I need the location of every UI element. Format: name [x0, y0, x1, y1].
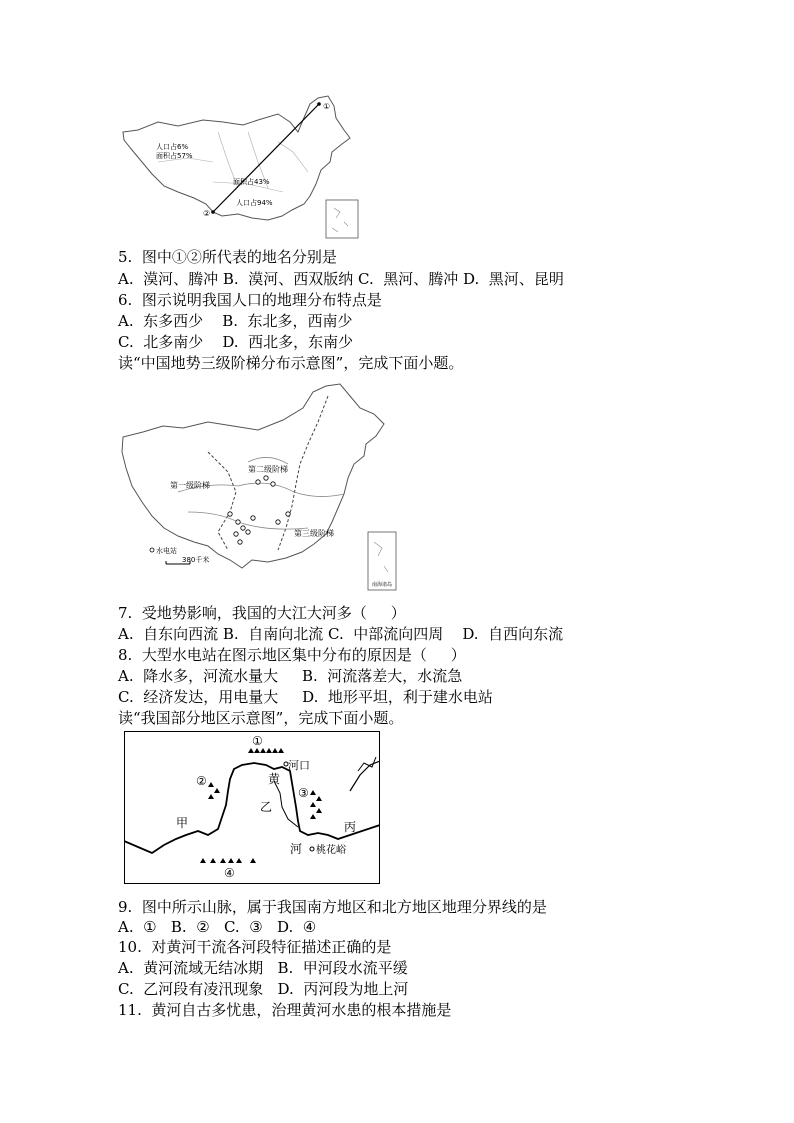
- q10-options-1: A. 黄河流域无结冰期 B. 甲河段水流平缓: [118, 959, 408, 977]
- label-step2: 第二级阶梯: [248, 465, 288, 474]
- q11-stem: 11. 黄河自古多忧患，治理黄河水患的根本措施是: [118, 1001, 452, 1019]
- yi-label: 乙: [260, 800, 273, 814]
- label-east-area: 面积占43%: [233, 178, 270, 186]
- q6-stem: 6. 图示说明我国人口的地理分布特点是: [118, 291, 382, 309]
- mountain-label-3: ③: [298, 786, 309, 800]
- marker-1: ①: [323, 102, 331, 111]
- legend-station-label: 水电站: [156, 547, 177, 555]
- marker-2: ②: [203, 209, 211, 218]
- terrain-steps-map: [118, 382, 398, 594]
- map2-intro: 读“中国地势三级阶梯分布示意图”，完成下面小题。: [118, 354, 464, 372]
- taohuayu-marker: [310, 847, 314, 851]
- taohuayu-label: 桃花峪: [316, 845, 346, 856]
- label-east-population: 人口占94%: [236, 199, 273, 207]
- mountain-label-2: ②: [196, 774, 207, 788]
- q7-options: A. 自东向西流 B. 自南向北流 C. 中部流向四周 D. 自西向东流: [118, 625, 564, 643]
- q8-options-2: C. 经济发达，用电量大 D. 地形平坦，利于建水电站: [118, 688, 493, 706]
- label-step3: 第三级阶梯: [294, 529, 334, 538]
- q9-stem: 9. 图中所示山脉，属于我国南方地区和北方地区地理分界线的是: [118, 898, 547, 916]
- huang-label: 黄: [268, 772, 281, 786]
- q7-stem: 7. 受地势影响，我国的大江大河多（ ）: [118, 604, 406, 622]
- label-west-area: 面积占57%: [156, 152, 193, 160]
- q8-stem: 8. 大型水电站在图示地区集中分布的原因是（ ）: [118, 646, 466, 664]
- map3-intro: 读“我国部分地区示意图”，完成下面小题。: [118, 709, 404, 727]
- mountain-label-1: ①: [252, 734, 263, 748]
- q10-options-2: C. 乙河段有凌汛现象 D. 丙河段为地上河: [118, 980, 409, 998]
- mountain-label-4: ④: [224, 866, 235, 880]
- population-map: [118, 92, 368, 242]
- q5-stem: 5. 图中①②所代表的地名分别是: [118, 248, 337, 266]
- q6-options-2: C. 北多南少 D. 西北多，东南少: [118, 333, 354, 351]
- q9-options: A. ① B. ② C. ③ D. ④: [118, 918, 317, 936]
- hekou-label: 河口: [288, 759, 310, 772]
- legend-station-symbol: [150, 548, 154, 552]
- label-west-population: 人口占6%: [156, 143, 189, 151]
- china-outline: [122, 384, 384, 568]
- bing-label: 丙: [344, 820, 357, 834]
- he-label: 河: [290, 842, 303, 856]
- scale-label: 380千米: [182, 556, 210, 564]
- q6-options-1: A. 东多西少 B. 东北多，西南少: [118, 312, 353, 330]
- yellow-river-map: [124, 731, 380, 884]
- south-sea-inset: [326, 200, 358, 238]
- q10-stem: 10. 对黄河干流各河段特征描述正确的是: [118, 938, 392, 956]
- jia-label: 甲: [176, 816, 189, 830]
- inset-label: 南海诸岛: [372, 582, 393, 588]
- label-step1: 第一级阶梯: [170, 481, 210, 490]
- q5-options: A. 漠河、腾冲 B. 漠河、西双版纳 C. 黑河、腾冲 D. 黑河、昆明: [118, 270, 564, 288]
- q8-options-1: A. 降水多，河流水量大 B. 河流落差大，水流急: [118, 667, 463, 685]
